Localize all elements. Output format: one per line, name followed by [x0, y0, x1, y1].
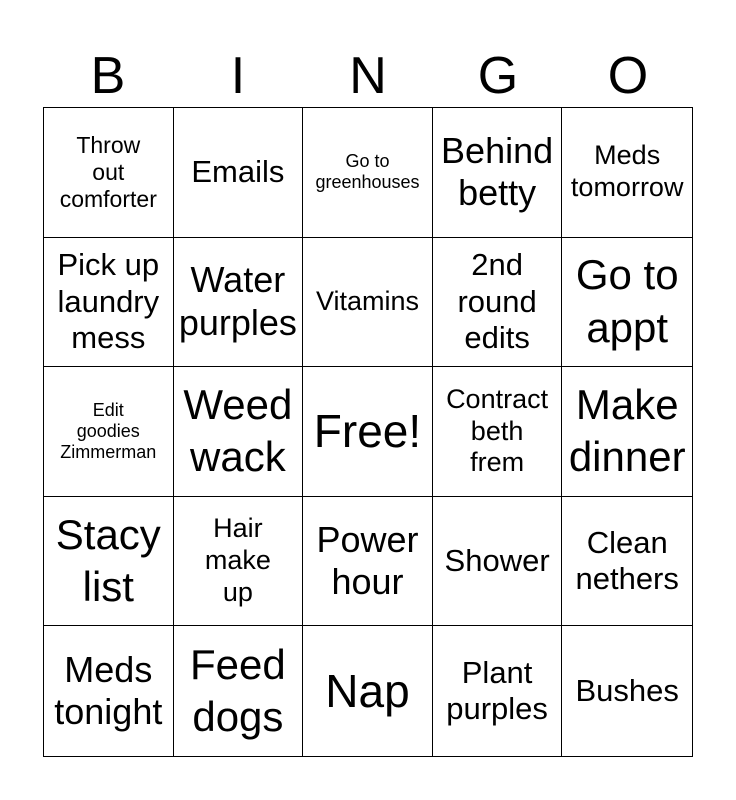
- bingo-cell-r5c3[interactable]: [303, 626, 433, 756]
- cell-label: Hair make up: [204, 513, 271, 608]
- cell-label: Power hour: [316, 518, 419, 603]
- header-letter-i: I: [230, 47, 246, 105]
- bingo-header: [43, 44, 693, 108]
- cell-label: Shower: [444, 542, 550, 578]
- bingo-cell-r3c5[interactable]: [562, 367, 692, 497]
- bingo-board: [43, 107, 693, 757]
- bingo-cell-r1c3[interactable]: [303, 108, 433, 238]
- cell-label: Feed dogs: [190, 640, 286, 741]
- cell-label: Pick up laundry mess: [57, 247, 160, 356]
- bingo-cell-r5c2[interactable]: [174, 626, 304, 756]
- cell-label: Go to greenhouses: [315, 151, 420, 193]
- bingo-cell-r1c1[interactable]: [44, 108, 174, 238]
- bingo-cell-r1c5[interactable]: [562, 108, 692, 238]
- free-space-label: Free!: [313, 405, 422, 458]
- cell-label: Make dinner: [568, 380, 686, 481]
- bingo-cell-r4c5[interactable]: [562, 497, 692, 627]
- cell-label: Weed wack: [183, 380, 293, 481]
- bingo-cell-r2c2[interactable]: [174, 238, 304, 368]
- bingo-cell-r1c2[interactable]: [174, 108, 304, 238]
- cell-label: Nap: [325, 665, 410, 718]
- cell-label: Meds tomorrow: [570, 140, 684, 203]
- cell-label: Throw out comforter: [59, 131, 157, 212]
- bingo-cell-r5c1[interactable]: [44, 626, 174, 756]
- cell-label: Meds tonight: [54, 648, 163, 733]
- bingo-cell-r3c3[interactable]: [303, 367, 433, 497]
- bingo-cell-r3c4[interactable]: [433, 367, 563, 497]
- header-letter-b: B: [90, 47, 126, 105]
- cell-label: Vitamins: [315, 285, 420, 316]
- cell-label: Behind betty: [441, 129, 554, 214]
- header-letter-n: N: [349, 47, 387, 105]
- bingo-cell-r5c4[interactable]: [433, 626, 563, 756]
- bingo-cell-r4c2[interactable]: [174, 497, 304, 627]
- bingo-cell-r5c5[interactable]: [562, 626, 692, 756]
- cell-label: Edit goodies Zimmerman: [60, 399, 157, 463]
- header-letter-o: O: [607, 47, 649, 105]
- bingo-cell-r4c3[interactable]: [303, 497, 433, 627]
- cell-label: Clean nethers: [575, 524, 679, 597]
- header-letter-g: G: [477, 47, 519, 105]
- cell-label: Emails: [191, 154, 285, 189]
- bingo-cell-r2c5[interactable]: [562, 238, 692, 368]
- bingo-cell-r3c2[interactable]: [174, 367, 304, 497]
- cell-label: Water purples: [178, 259, 297, 343]
- cell-label: Plant purples: [446, 654, 548, 727]
- cell-label: Stacy list: [55, 510, 161, 611]
- bingo-cell-r2c3[interactable]: [303, 238, 433, 368]
- bingo-cell-r4c1[interactable]: [44, 497, 174, 627]
- cell-label: Bushes: [575, 672, 679, 708]
- bingo-cell-r4c4[interactable]: [433, 497, 563, 627]
- cell-label: Go to appt: [575, 251, 679, 351]
- bingo-cell-r2c4[interactable]: [433, 238, 563, 368]
- bingo-cell-r2c1[interactable]: [44, 238, 174, 368]
- cell-label: 2nd round edits: [457, 247, 537, 356]
- cell-label: Contract beth frem: [446, 383, 549, 478]
- bingo-cell-r1c4[interactable]: [433, 108, 563, 238]
- bingo-cell-r3c1[interactable]: [44, 367, 174, 497]
